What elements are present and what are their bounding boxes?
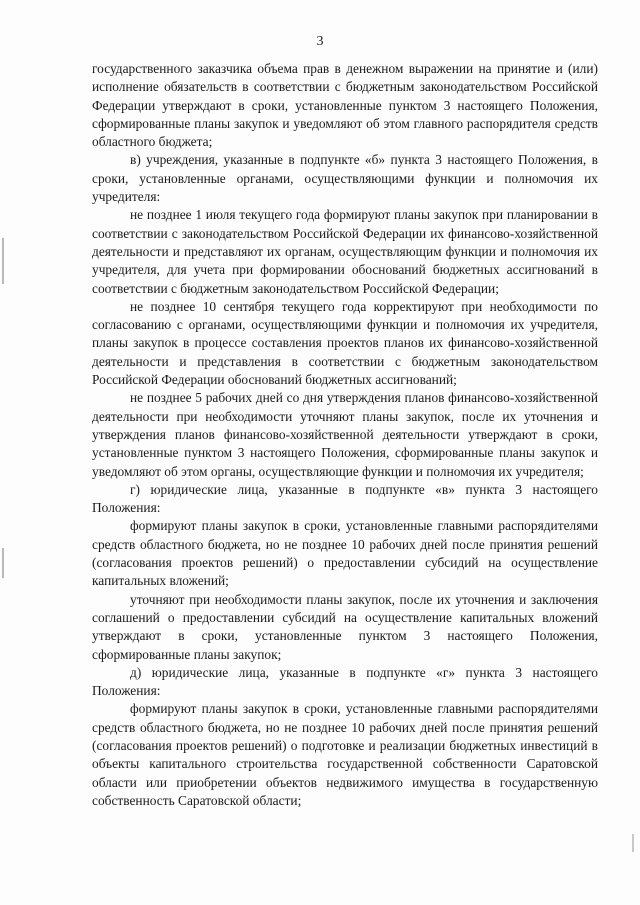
paragraph: не позднее 5 рабочих дней со дня утверждения планов финансово-хозяйственной деятельности при необходимости уточняют планы закупок, после их уточнения и утверждения планов финансово-хозяйственной деятельности утверждают в сроки, установленные пунктом 3 настоящего Положения, сформированные планы закупок и уведомляют об этом органы, осуществляющие функции и полномочия их учредителя; <box>92 390 598 479</box>
paragraph: не позднее 1 июля текущего года формируют планы закупок при планировании в соответствии с законодательством Российской Федерации их финансово-хозяйственной деятельности и представляют их органам, осуществляющим функции и полномочия их учредителя, для учета при формировании обоснований бюджетных ассигнований в соответствии с бюджетным законодательством Российской Федерации; <box>92 207 598 296</box>
paragraph: не позднее 10 сентября текущего года корректируют при необходимости по согласованию с органами, осуществляющими функции и полномочия их учредителя, планы закупок в процессе составления проектов планов их финансово-хозяйственной деятельности и представления в соответствии с бюджетным законодательством Российской Федерации обоснований бюджетных ассигнований; <box>92 298 598 388</box>
body-text <box>92 60 598 810</box>
paragraph: формируют планы закупок в сроки, установленные главными распорядителями средств областного бюджета, но не позднее 10 рабочих дней после принятия решений (согласования проектов решений) о предоставлении субсидий на осуществление капитальных вложений; <box>92 518 598 589</box>
paragraph: государственного заказчика объема прав в денежном выражении на принятие и (или) исполнение обязательств в соответствии с бюджетным законодательством Российской Федерации утверждают в сроки, установленные пунктом 3 настоящего Положения, сформированные планы закупок и уведомляют об этом главного распорядителя средств областного бюджета; <box>92 61 598 150</box>
paragraph: уточняют при необходимости планы закупок, после их уточнения и заключения соглашений о предоставлении субсидий на осуществление капитальных вложений утверждают в сроки, установленные пунктом 3 настоящего Положения, сформированные планы закупок; <box>92 591 598 662</box>
page-number: 3 <box>316 34 324 49</box>
scan-artifact <box>2 548 4 578</box>
paragraph: в) учреждения, указанные в подпункте «б» пункта 3 настоящего Положения, в сроки, установленные органами, осуществляющими функции и полномочия их учредителя: <box>92 152 598 205</box>
scan-artifact <box>632 834 634 852</box>
paragraph: формируют планы закупок в сроки, установленные главными распорядителями средств областного бюджета, но не позднее 10 рабочих дней после принятия решений (согласования проектов решений) о подготовке и реализации бюджетных инвестиций в объекты капитального строительства государственной собственности Саратовской области или приобретении объектов недвижимого имущества в государственную собственность Саратовской области; <box>92 701 598 808</box>
scan-artifact <box>2 238 4 284</box>
paragraph: г) юридические лица, указанные в подпункте «в» пункта 3 настоящего Положения: <box>92 481 598 516</box>
paragraph: д) юридические лица, указанные в подпункте «г» пункта 3 настоящего Положения: <box>92 664 598 699</box>
